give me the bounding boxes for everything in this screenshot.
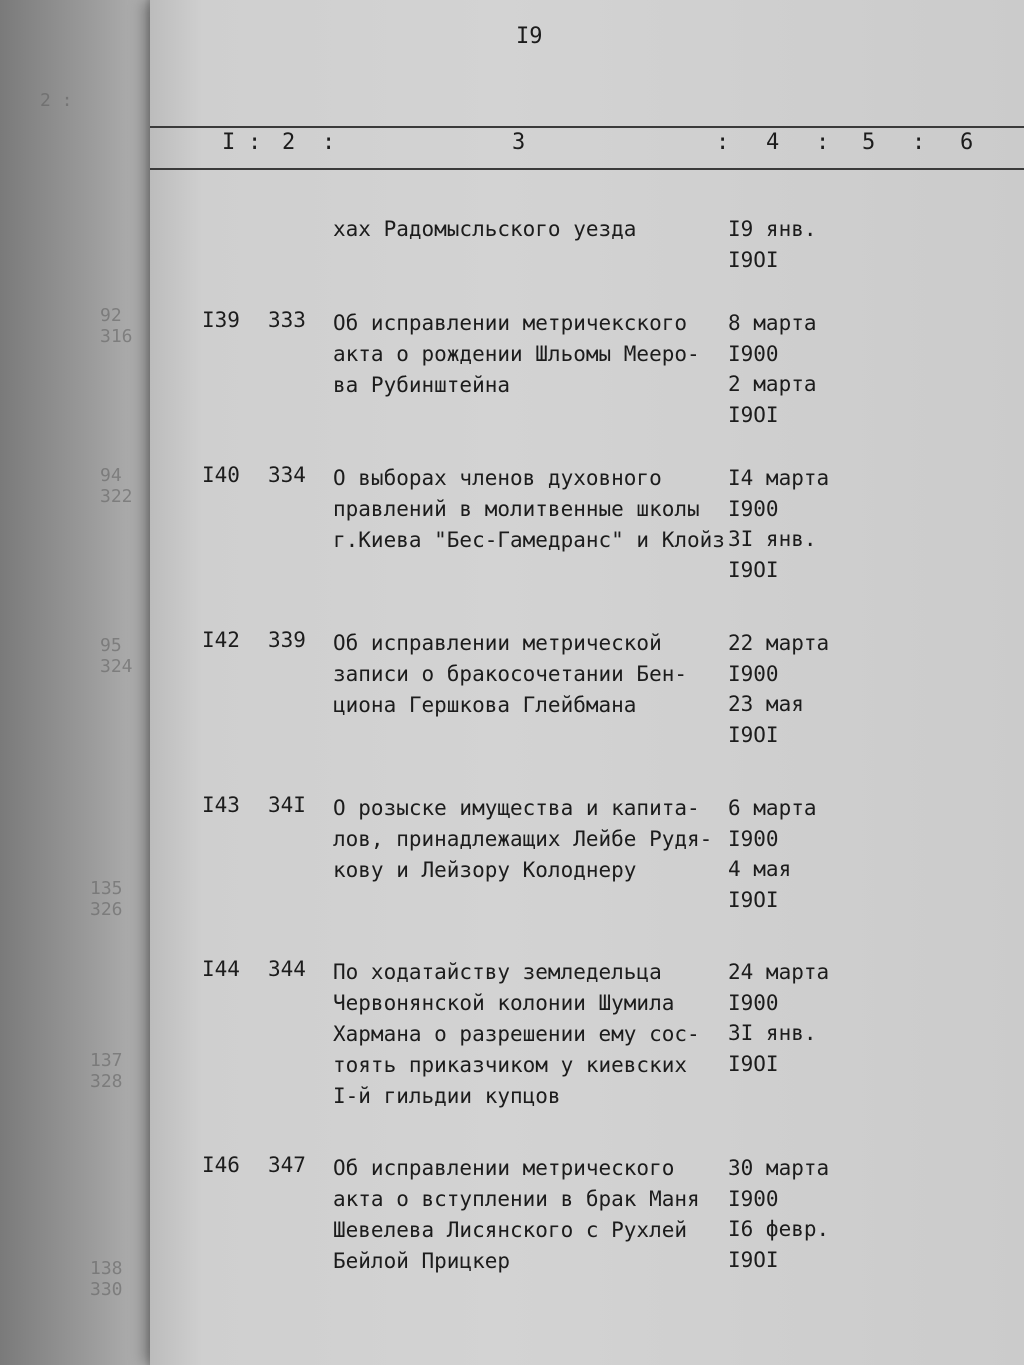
header-bottom-rule [150,168,1024,170]
column-separator: : [816,130,830,155]
entry-case-number: 333 [268,308,306,332]
entry-number: I46 [202,1153,240,1177]
entry-title-line: Хармана о разрешении ему сос- [333,1022,700,1046]
entry-title-line: акта о вступлении в брак Маня [333,1187,700,1211]
document-page [150,0,1024,1365]
entry-date-line: I9OI [728,557,779,582]
entry-title-line: акта о рождении Шльомы Мееро- [333,342,700,366]
entry-date-line: I900 [728,661,779,686]
entry-date-line: 24 марта [728,960,830,984]
column-header-6: 6 [960,130,974,155]
entry-date-line: I4 марта [728,466,830,490]
entry-title-line: Об исправлении метрической [333,631,662,655]
entry-date-line: I9OI [728,1247,779,1272]
entry-date-line: I900 [728,826,779,851]
entry-date-line: 2 марта [728,372,817,396]
column-separator: : [322,130,336,155]
entry-number: I39 [202,308,240,332]
entry-date-line: 22 марта [728,631,830,655]
entry-date-line: I6 февр. [728,1217,830,1241]
entry-number: I43 [202,793,240,817]
entry-date-line: 8 марта [728,311,817,335]
entry-title-line: По ходатайству земледельца [333,960,662,984]
entry-title-line: лов, принадлежащих Лейбе Рудя- [333,827,713,851]
entry-title-line: О розыске имущества и капита- [333,796,700,820]
entry-dates [728,463,878,585]
left-page-fragment: 94 322 [100,465,133,507]
entry-title-line: ва Рубинштейна [333,373,511,397]
column-header-5: 5 [862,130,876,155]
entry-date-line: I900 [728,341,779,366]
left-page-edge [0,0,160,1365]
left-page-fragment: 92 316 [100,305,133,347]
entry-date-line: 30 марта [728,1156,830,1180]
entry-date-line: I9OI [728,1051,779,1076]
entry-title-line: записи о бракосочетании Бен- [333,662,688,686]
column-header-4: 4 [766,130,780,155]
left-page-fragment: 135 326 [90,878,123,920]
entry-date-line: 23 мая [728,692,804,716]
entry-title-line: О выборах членов духовного [333,466,662,490]
column-separator: : [248,130,262,155]
entry-case-number: 334 [268,463,306,487]
entry-date-line: I9OI [728,247,779,272]
entry-title [333,463,723,556]
entry-dates [728,628,878,750]
entry-date-line: 6 марта [728,796,817,820]
entry-title [333,1153,723,1277]
entry-title-line: Об исправлении метричекского [333,311,688,335]
entry-title [333,628,723,721]
column-header-2: 2 [282,130,296,155]
entry-date-line: 3I янв. [728,527,817,551]
entry-dates [728,793,878,915]
left-page-fragment: 137 328 [90,1050,123,1092]
page-number: I9 [516,24,543,49]
entry-title-line: Червонянской колонии Шумила [333,991,675,1015]
entry-title-line: Об исправлении метрического [333,1156,675,1180]
entry-date-line: 4 мая [728,857,792,881]
entry-dates [728,214,878,275]
entry-date-line: I9OI [728,402,779,427]
entry-title [333,214,723,245]
entry-date-line: I900 [728,1186,779,1211]
entry-title [333,957,723,1112]
entry-title-line: г.Киева "Бес-Гамедранс" и Клойз [333,528,725,552]
entry-title-line: Бейлой Прицкер [333,1249,511,1273]
entry-date-line: I9 янв. [728,217,817,241]
entry-title-line: правлений в молитвенные школы [333,497,700,521]
entry-case-number: 347 [268,1153,306,1177]
column-header-1: I [222,130,236,155]
entry-number: I40 [202,463,240,487]
column-separator: : [912,130,926,155]
entry-date-line: I9OI [728,722,779,747]
entry-dates [728,1153,878,1275]
entry-date-line: I9OI [728,887,779,912]
entry-title-line: циона Гершкова Глейбмана [333,693,637,717]
entry-title-line: тоять приказчиком у киевских [333,1053,688,1077]
entry-title-line: Шевелева Лисянского с Рухлей [333,1218,688,1242]
left-page-fragment: 2 : [40,90,73,111]
header-top-rule [150,126,1024,128]
entry-case-number: 339 [268,628,306,652]
entry-date-line: 3I янв. [728,1021,817,1045]
column-separator: : [716,130,730,155]
entry-case-number: 344 [268,957,306,981]
entry-date-line: I900 [728,496,779,521]
entry-title-line: хах Радомысльского уезда [333,217,637,241]
entry-number: I44 [202,957,240,981]
entry-title-line: I-й гильдии купцов [333,1084,561,1108]
left-page-fragment: 138 330 [90,1258,123,1300]
entry-number: I42 [202,628,240,652]
left-page-fragment: 95 324 [100,635,133,677]
column-header-3: 3 [512,130,526,155]
entry-date-line: I900 [728,990,779,1015]
entry-title [333,793,723,886]
entry-dates [728,957,878,1079]
entry-title-line: кову и Лейзору Колоднеру [333,858,637,882]
entry-case-number: 34I [268,793,306,817]
entry-dates [728,308,878,430]
entry-title [333,308,723,401]
